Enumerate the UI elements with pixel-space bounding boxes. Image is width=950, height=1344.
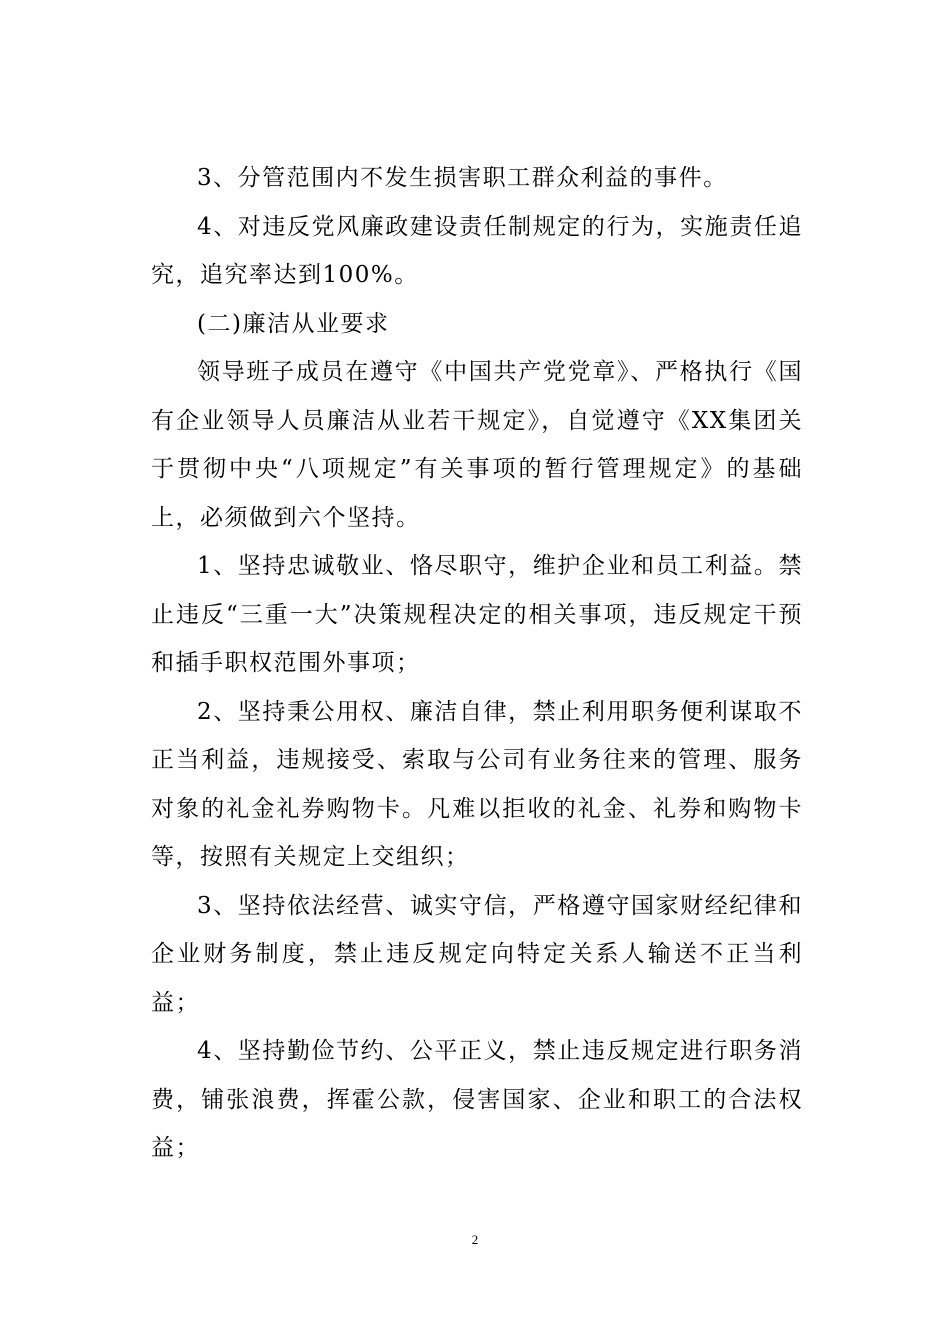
- paragraph-item-3: 3、分管范围内不发生损害职工群众利益的事件。: [197, 165, 728, 191]
- paragraph-intro: 领导班子成员在遵守《中国共产党党章》、严格执行《国有企业领导人员廉洁从业若干规定》，自觉遵守《XX集团关于贯彻中央“八项规定”有关事项的暂行管理规定》的基础上，必须做到六个坚持。: [151, 359, 803, 531]
- paragraph-item-4: 4、对违反党风廉政建设责任制规定的行为，实施责任追究，追究率达到100%。: [151, 213, 803, 288]
- document-body: [151, 154, 803, 1173]
- paragraph-rule-4: 4、坚持勤俭节约、公平正义，禁止违反规定进行职务消费，铺张浪费，挥霍公款，侵害国家、企业和职工的合法权益；: [151, 1038, 803, 1161]
- page-number: 2: [471, 1232, 479, 1247]
- section-heading: (二)廉洁从业要求: [197, 310, 390, 337]
- paragraph-rule-2: 2、坚持秉公用权、廉洁自律，禁止利用职务便利谋取不正当利益，违规接受、索取与公司有业务往来的管理、服务对象的礼金礼券购物卡。凡难以拒收的礼金、礼券和购物卡等，按照有关规定上交组织；: [151, 698, 803, 870]
- paragraph-rule-1: 1、坚持忠诚敬业、恪尽职守，维护企业和员工利益。禁止违反“三重一大”决策规程决定的相关事项，违反规定干预和插手职权范围外事项；: [151, 553, 803, 676]
- paragraph-rule-3: 3、坚持依法经营、诚实守信，严格遵守国家财经纪律和企业财务制度，禁止违反规定向特定关系人输送不正当利益；: [151, 892, 803, 1016]
